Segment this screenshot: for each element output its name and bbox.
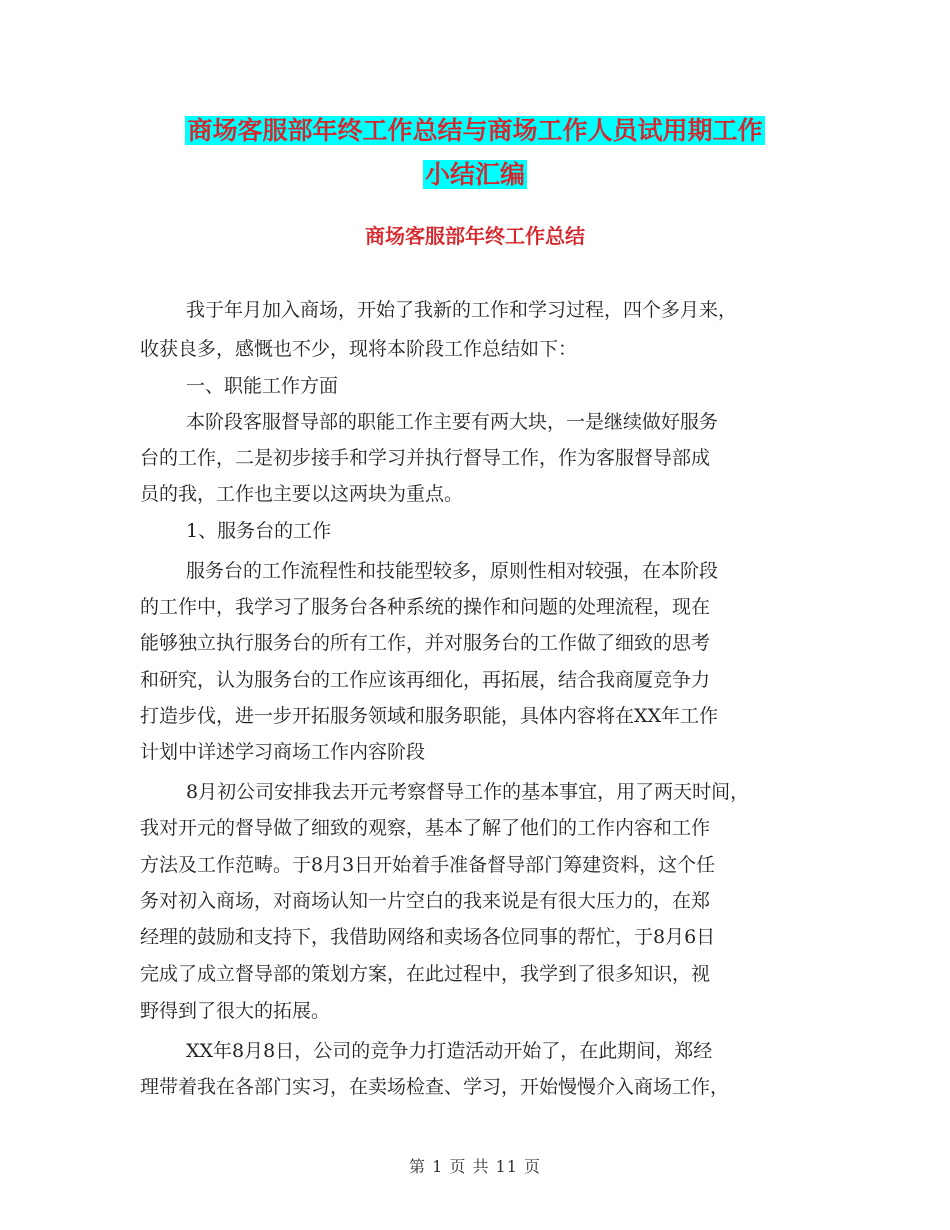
paragraph-line: 务对初入商场，对商场认知一片空白的我来说是有很大压力的，在郑 [140, 890, 711, 912]
paragraph-line: 收获良多，感慨也不少，现将本阶段工作总结如下： [140, 338, 578, 360]
page-footer: 第 1 页 共 11 页 [409, 1157, 541, 1176]
paragraph-line: 理带着我在各部门实习，在卖场检查、学习，开始慢慢介入商场工作， [140, 1076, 730, 1098]
paragraph-line: 我于年月加入商场，开始了我新的工作和学习过程，四个多月来， [186, 299, 738, 321]
paragraph-line: 打造步伐，进一步开拓服务领域和服务职能，具体内容将在XX年工作 [140, 705, 719, 727]
paragraph-line: 计划中详述学习商场工作内容阶段 [140, 741, 426, 763]
paragraph-line: 1、服务台的工作 [186, 520, 332, 542]
paragraph-line: 员的我，工作也主要以这两块为重点。 [140, 483, 464, 505]
paragraph-line: 8月初公司安排我去开元考察督导工作的基本事宜，用了两天时间， [186, 781, 750, 803]
paragraph-line: 我对开元的督导做了细致的观察，基本了解了他们的工作内容和工作 [140, 817, 711, 839]
paragraph-line: 一、职能工作方面 [186, 375, 339, 397]
section-title: 商场客服部年终工作总结 [365, 224, 585, 248]
paragraph-line: 完成了成立督导部的策划方案，在此过程中，我学到了很多知识，视 [140, 963, 711, 985]
paragraph-line: 本阶段客服督导部的职能工作主要有两大块，一是继续做好服务 [186, 411, 719, 433]
paragraph-line: 台的工作，二是初步接手和学习并执行督导工作，作为客服督导部成 [140, 447, 711, 469]
document-title-line-1: 商场客服部年终工作总结与商场工作人员试用期工作 [187, 116, 763, 145]
paragraph-line: 和研究，认为服务台的工作应该再细化，再拓展，结合我商厦竞争力 [140, 669, 711, 691]
paragraph-line: 能够独立执行服务台的所有工作，并对服务台的工作做了细致的思考 [140, 632, 711, 654]
paragraph-line: XX年8月8日，公司的竞争力打造活动开始了，在此期间，郑经 [186, 1040, 713, 1062]
paragraph-line: 经理的鼓励和支持下，我借助网络和卖场各位同事的帮忙，于8月6日 [140, 926, 716, 948]
paragraph-line: 的工作中，我学习了服务台各种系统的操作和问题的处理流程，现在 [140, 596, 711, 618]
paragraph-line: 服务台的工作流程性和技能型较多，原则性相对较强，在本阶段 [186, 560, 719, 582]
paragraph-line: 野得到了很大的拓展。 [140, 1000, 331, 1022]
document-title-line-2: 小结汇编 [424, 160, 525, 189]
paragraph-line: 方法及工作范畴。于8月3日开始着手准备督导部门筹建资料，这个任 [140, 854, 716, 876]
